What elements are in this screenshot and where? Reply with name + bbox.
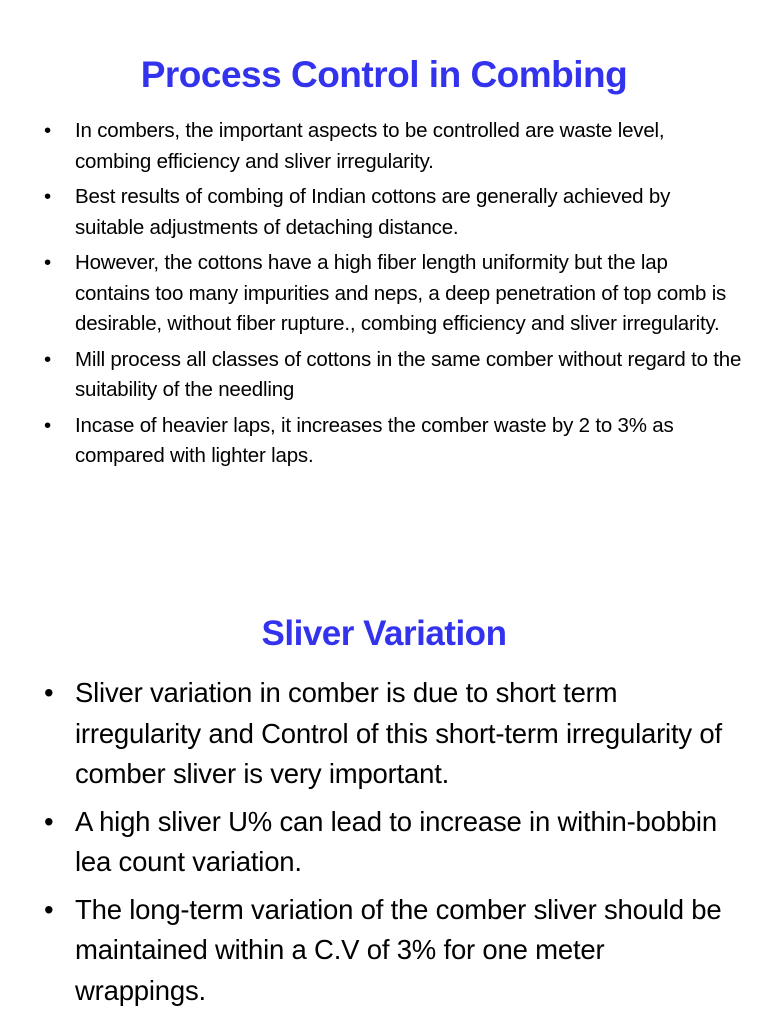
list-item: [44, 182, 744, 243]
bullet-dot-icon: •: [44, 185, 51, 208]
bullet-text: The long-term variation of the comber sliver should be maintained within a C.V of 3% for one meter wrappings.: [75, 893, 722, 1006]
bullet-text: Mill process all classes of cottons in the same comber without regard to the suitability of the needling: [75, 347, 742, 401]
list-item: [44, 890, 734, 1012]
list-item: [44, 411, 744, 472]
list-item: [44, 345, 744, 406]
bullet-dot-icon: •: [44, 413, 51, 437]
bullet-list: [44, 673, 734, 1018]
slide-sliver-variation: [0, 560, 768, 1024]
bullet-dot-icon: •: [44, 251, 51, 274]
bullet-text: A high sliver U% can lead to increase in within-bobbin lea count variation.: [75, 805, 717, 877]
bullet-text: Sliver variation in comber is due to short term irregularity and Control of this short-term irregularity of comber sliver is very important.: [75, 677, 722, 789]
slide-title: Sliver Variation: [261, 614, 507, 653]
bullet-text: Best results of combing of Indian cottons are generally achieved by suitable adjustments of detaching distance.: [75, 185, 671, 239]
bullet-text: In combers, the important aspects to be controlled are waste level, combing efficiency and sliver irregularity.: [75, 119, 665, 173]
list-item: [44, 248, 744, 340]
bullet-dot-icon: •: [44, 805, 54, 837]
bullet-dot-icon: •: [44, 677, 54, 708]
list-item: [44, 802, 734, 883]
slide-title: Process Control in Combing: [140, 54, 628, 95]
list-item: [44, 116, 744, 177]
bullet-text: Incase of heavier laps, it increases the comber waste by 2 to 3% as compared with lighter laps.: [75, 413, 674, 467]
bullet-dot-icon: •: [44, 347, 51, 371]
bullet-dot-icon: •: [44, 893, 54, 925]
bullet-list: [44, 116, 744, 477]
bullet-dot-icon: •: [44, 119, 51, 142]
bullet-text: However, the cottons have a high fiber length uniformity but the lap contains too many impurities and neps, a deep penetration of top comb is desirable, without fiber rupture., combing efficiency and sliver irregularity.: [75, 251, 727, 335]
list-item: [44, 673, 734, 795]
